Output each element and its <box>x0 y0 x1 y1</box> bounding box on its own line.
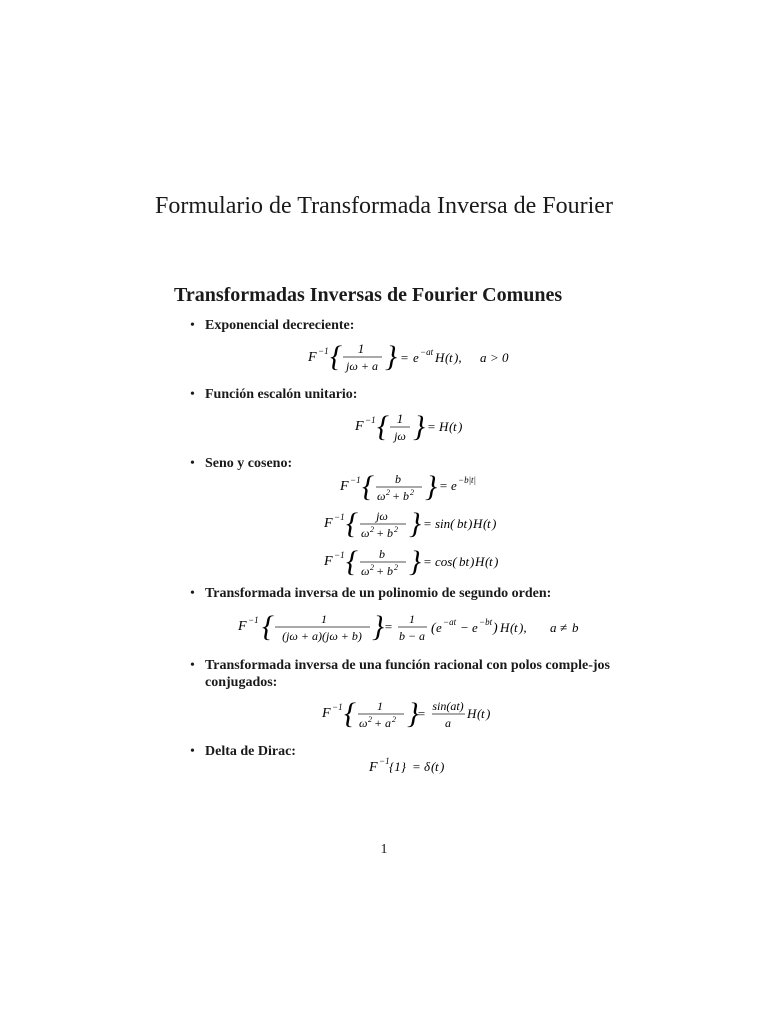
item-label: Delta de Dirac: <box>205 744 296 759</box>
list-item <box>190 585 610 602</box>
svg-text:e: e <box>436 620 442 635</box>
svg-text:t: t <box>449 350 453 365</box>
svg-text:b: b <box>572 620 579 635</box>
svg-text:ω: ω <box>361 526 370 540</box>
svg-text:e: e <box>451 478 457 493</box>
svg-text:),: ), <box>454 350 462 365</box>
svg-text:t: t <box>481 706 485 721</box>
svg-text:2: 2 <box>394 525 398 534</box>
section-heading: Transformadas Inversas de Fourier Comunes <box>174 284 563 306</box>
svg-text:(: ( <box>445 350 450 365</box>
svg-text:}: } <box>385 340 397 373</box>
svg-text:t: t <box>435 759 439 774</box>
svg-text:): ) <box>468 516 473 531</box>
svg-text:F: F <box>369 760 378 775</box>
svg-text:−1: −1 <box>350 475 361 485</box>
svg-text:1: 1 <box>409 612 415 626</box>
svg-text:{: { <box>377 410 389 443</box>
formula-dirac <box>369 754 469 784</box>
svg-text:{: { <box>330 340 342 373</box>
svg-text:−1: −1 <box>332 702 343 712</box>
svg-text:): ) <box>486 706 491 721</box>
formula-exponential-svg <box>308 336 528 380</box>
svg-text:e: e <box>472 620 478 635</box>
svg-text:H: H <box>475 554 485 569</box>
svg-text:≠: ≠ <box>560 620 568 635</box>
svg-text:2: 2 <box>370 563 374 572</box>
svg-text:H: H <box>473 516 483 531</box>
svg-text:1: 1 <box>357 341 365 356</box>
svg-text:),: ), <box>519 620 527 635</box>
svg-text:ω: ω <box>377 489 386 503</box>
svg-text:=: = <box>423 516 432 531</box>
svg-text:jω: jω <box>376 509 388 523</box>
svg-text:}: } <box>409 507 421 540</box>
svg-text:{: { <box>362 470 374 503</box>
svg-text:−1: −1 <box>379 756 390 766</box>
list-item <box>190 317 610 334</box>
svg-text:F: F <box>308 350 317 365</box>
svg-text:2: 2 <box>386 488 390 497</box>
svg-text:=: = <box>417 706 426 721</box>
svg-text:2: 2 <box>368 715 372 724</box>
svg-text:ω: ω <box>361 564 370 578</box>
svg-text:−at: −at <box>420 347 434 357</box>
svg-text:b: b <box>387 526 393 540</box>
svg-text:{: { <box>262 610 274 643</box>
svg-text:a: a <box>480 350 487 365</box>
svg-text:H: H <box>467 706 477 721</box>
svg-text:t: t <box>453 419 457 434</box>
svg-text:cos(: cos( <box>435 554 457 569</box>
svg-text:2: 2 <box>392 715 396 724</box>
svg-text:a: a <box>445 716 451 730</box>
svg-text:+: + <box>376 526 385 540</box>
svg-text:2: 2 <box>370 525 374 534</box>
svg-text:(: ( <box>449 419 454 434</box>
svg-text:{: { <box>346 545 358 578</box>
svg-text:(: ( <box>477 706 482 721</box>
svg-text:H: H <box>439 419 449 434</box>
formula-step <box>355 406 475 450</box>
svg-text:}: } <box>425 470 437 503</box>
formula-rational-svg <box>322 693 502 737</box>
svg-text:=: = <box>423 554 432 569</box>
svg-text:t: t <box>514 620 518 635</box>
svg-text:{1}: {1} <box>389 759 406 774</box>
svg-text:=: = <box>412 759 421 774</box>
bullet-icon: • <box>190 744 195 759</box>
formula-cosine-svg <box>324 541 504 585</box>
svg-text:(: ( <box>483 516 488 531</box>
svg-text:bt: bt <box>459 554 470 569</box>
svg-text:F: F <box>355 419 364 434</box>
svg-text:jω + a: jω + a <box>346 359 378 373</box>
svg-text:b: b <box>387 564 393 578</box>
svg-text:−1: −1 <box>334 512 345 522</box>
formula-cosine <box>324 541 504 585</box>
bullet-icon: • <box>190 456 195 471</box>
item-label: Seno y coseno: <box>205 456 293 471</box>
svg-text:F: F <box>340 479 349 494</box>
item-label: Exponencial decreciente: <box>205 318 355 333</box>
svg-text:e: e <box>413 350 419 365</box>
page-number: 1 <box>380 842 388 857</box>
svg-text:a: a <box>550 620 557 635</box>
item-label: Transformada inversa de un polinomio de segundo orden: <box>205 586 552 601</box>
bullet-icon: • <box>190 387 195 402</box>
svg-text:}: } <box>372 610 384 643</box>
svg-text:F: F <box>322 706 331 721</box>
list-item <box>190 657 610 691</box>
svg-text:jω: jω <box>394 429 406 443</box>
formula-step-svg <box>355 406 475 450</box>
svg-text:=: = <box>427 419 436 434</box>
svg-text:1: 1 <box>396 411 404 426</box>
svg-text:): ) <box>470 554 475 569</box>
svg-text:H: H <box>500 620 510 635</box>
svg-text:ω: ω <box>359 716 368 730</box>
svg-text:=: = <box>384 619 393 634</box>
svg-text:1: 1 <box>321 612 327 626</box>
svg-text:sin(at): sin(at) <box>432 699 464 713</box>
svg-text:=: = <box>439 478 448 493</box>
svg-text:+: + <box>374 716 383 730</box>
svg-text:b − a: b − a <box>398 629 426 643</box>
svg-text:−1: −1 <box>365 415 376 425</box>
svg-text:): ) <box>493 621 498 636</box>
list-item <box>190 386 610 403</box>
svg-text:b: b <box>379 547 385 561</box>
svg-text:sin(: sin( <box>435 516 455 531</box>
svg-text:{: { <box>346 507 358 540</box>
svg-text:−1: −1 <box>334 550 345 560</box>
svg-text:2: 2 <box>394 563 398 572</box>
svg-text:(: ( <box>510 620 515 635</box>
svg-text:F: F <box>238 619 247 634</box>
item-label: Función escalón unitario: <box>205 387 358 402</box>
formula-rational <box>322 693 502 737</box>
svg-text:}: } <box>409 545 421 578</box>
svg-text:1: 1 <box>377 699 383 713</box>
formula-exponential <box>308 336 528 380</box>
formula-dirac-svg <box>369 754 469 784</box>
svg-text:}: } <box>413 410 425 443</box>
svg-text:{: { <box>344 697 356 730</box>
svg-text:δ: δ <box>424 759 431 774</box>
svg-text:> 0: > 0 <box>490 350 509 365</box>
svg-text:+: + <box>392 489 401 503</box>
svg-text:t: t <box>487 516 491 531</box>
svg-text:+: + <box>376 564 385 578</box>
bullet-icon: • <box>190 658 195 673</box>
bullet-icon: • <box>190 318 195 333</box>
svg-text:(: ( <box>431 759 436 774</box>
svg-text:(: ( <box>431 621 436 636</box>
page-title: Formulario de Transformada Inversa de Fourier <box>155 193 613 219</box>
bullet-icon: • <box>190 586 195 601</box>
svg-text:−b|t|: −b|t| <box>458 475 477 485</box>
formula-second-order <box>238 606 588 650</box>
svg-text:−1: −1 <box>248 615 259 625</box>
svg-text:): ) <box>492 516 497 531</box>
formula-second-order-svg <box>238 606 588 650</box>
svg-text:=: = <box>400 350 409 365</box>
svg-text:): ) <box>440 759 445 774</box>
svg-text:t: t <box>489 554 493 569</box>
svg-text:b: b <box>403 489 409 503</box>
svg-text:−at: −at <box>443 617 457 627</box>
svg-text:}: } <box>407 697 419 730</box>
svg-text:−: − <box>460 620 469 635</box>
svg-text:−1: −1 <box>318 346 329 356</box>
svg-text:(jω + a)(jω + b): (jω + a)(jω + b) <box>282 629 362 643</box>
svg-text:b: b <box>395 472 401 486</box>
svg-text:2: 2 <box>410 488 414 497</box>
svg-text:): ) <box>458 419 463 434</box>
item-label: Transformada inversa de una función racional con polos comple-jos conjugados: <box>205 658 610 690</box>
svg-text:H: H <box>435 350 445 365</box>
svg-text:F: F <box>324 554 333 569</box>
svg-text:): ) <box>494 554 499 569</box>
svg-text:a: a <box>385 716 391 730</box>
svg-text:bt: bt <box>457 516 468 531</box>
svg-text:−bt: −bt <box>479 617 493 627</box>
svg-text:F: F <box>324 516 333 531</box>
svg-text:(: ( <box>485 554 490 569</box>
